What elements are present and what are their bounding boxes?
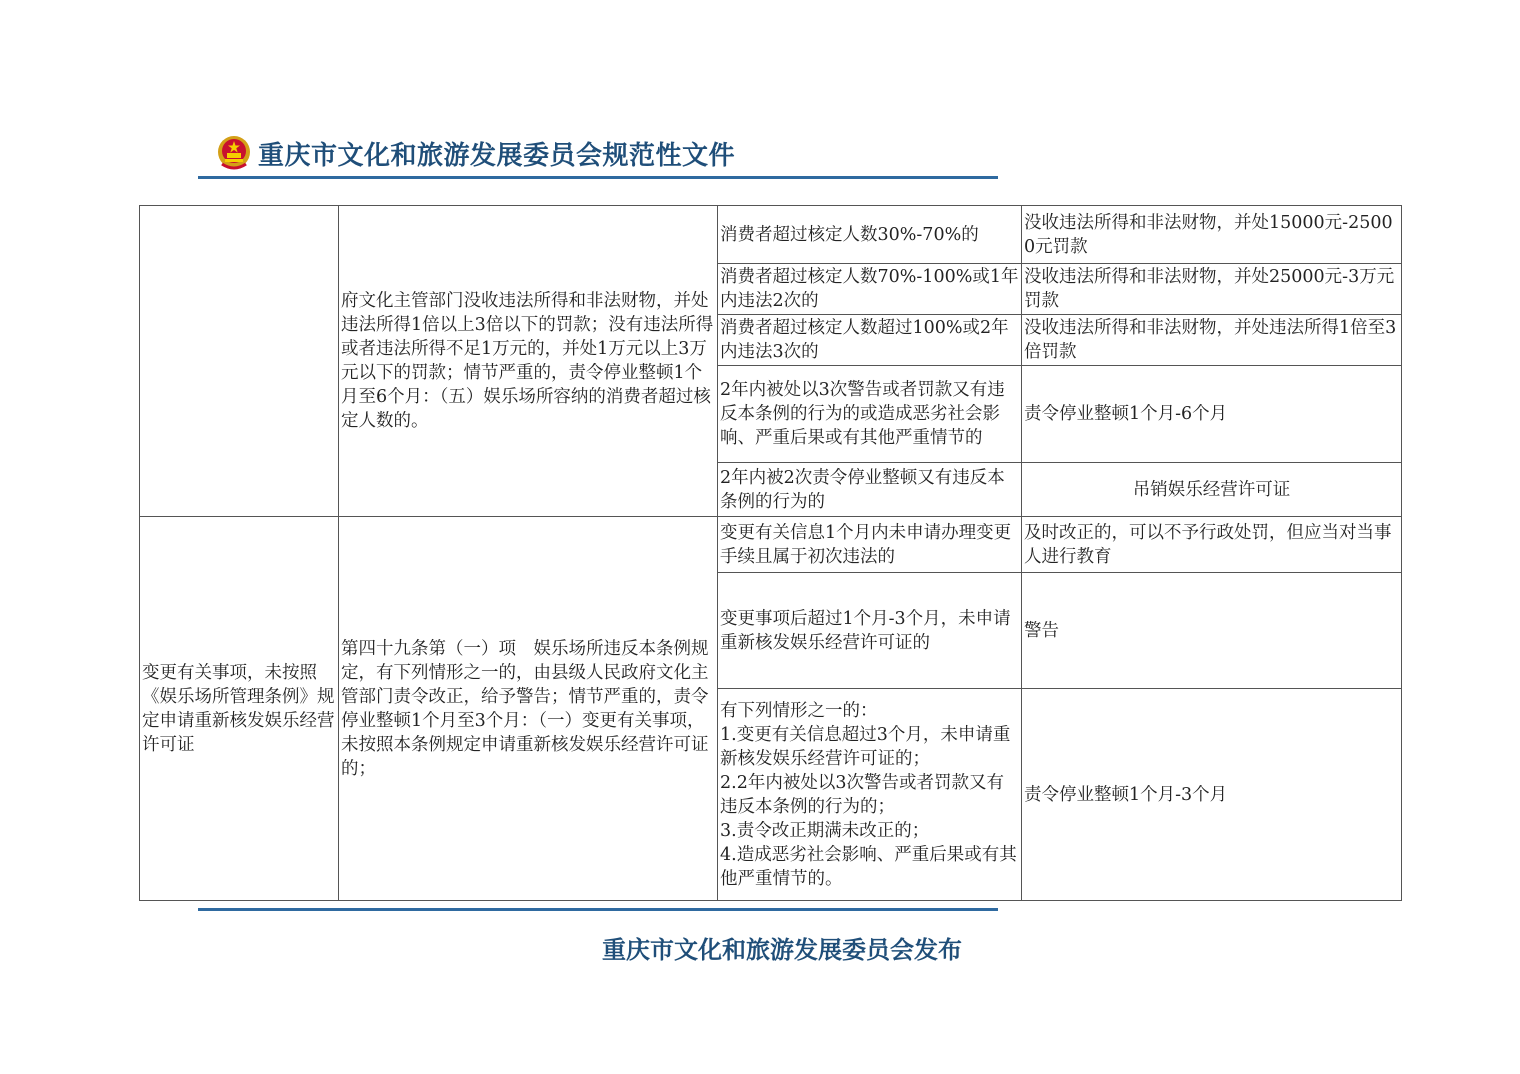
circumstance-cell: 消费者超过核定人数超过100%或2年内违法3次的 [718, 315, 1022, 366]
penalty-cell: 没收违法所得和非法财物，并处违法所得1倍至3倍罚款 [1022, 315, 1402, 366]
legal-basis-cell: 府文化主管部门没收违法所得和非法财物，并处违法所得1倍以上3倍以下的罚款；没有违法所得或者违法所得不足1万元的，并处1万元以上3万元以下的罚款；情节严重的，责令停业整顿1个月至6个月：（五）娱乐场所容纳的消费者超过核定人数的。 [339, 206, 718, 517]
penalty-cell: 没收违法所得和非法财物，并处25000元-3万元罚款 [1022, 264, 1402, 315]
penalty-table [139, 205, 1402, 901]
violation-cell: 变更有关事项，未按照《娱乐场所管理条例》规定申请重新核发娱乐经营许可证 [140, 517, 339, 901]
legal-basis-cell: 第四十九条第（一）项 娱乐场所违反本条例规定，有下列情形之一的，由县级人民政府文化主管部门责令改正，给予警告；情节严重的，责令停业整顿1个月至3个月：（一）变更有关事项，未按照本条例规定申请重新核发娱乐经营许可证的； [339, 517, 718, 901]
circumstance-cell: 消费者超过核定人数70%-100%或1年内违法2次的 [718, 264, 1022, 315]
penalty-cell: 吊销娱乐经营许可证 [1022, 463, 1402, 517]
national-emblem-icon [216, 134, 252, 172]
footer-divider [198, 908, 998, 911]
list-item: 1.变更有关信息超过3个月，未申请重新核发娱乐经营许可证的； [720, 724, 1011, 769]
penalty-cell: 责令停业整顿1个月-6个月 [1022, 366, 1402, 463]
penalty-cell: 没收违法所得和非法财物，并处15000元-25000元罚款 [1022, 206, 1402, 264]
circumstance-list-cell [718, 689, 1022, 901]
list-item: 2.2年内被处以3次警告或者罚款又有违反本条例的行为的； [720, 772, 1004, 817]
header-title: 重庆市文化和旅游发展委员会规范性文件 [258, 140, 736, 171]
circumstance-cell: 2年内被处以3次警告或者罚款又有违反本条例的行为的或造成恶劣社会影响、严重后果或有其他严重情节的 [718, 366, 1022, 463]
table-row [140, 206, 1402, 264]
list-item: 有下列情形之一的： [720, 700, 878, 721]
circumstance-cell: 2年内被2次责令停业整顿又有违反本条例的行为的 [718, 463, 1022, 517]
penalty-cell: 责令停业整顿1个月-3个月 [1022, 689, 1402, 901]
table-row [140, 517, 1402, 573]
violation-cell-empty [140, 206, 339, 517]
circumstance-cell: 消费者超过核定人数30%-70%的 [718, 206, 1022, 264]
penalty-cell: 及时改正的，可以不予行政处罚，但应当对当事人进行教育 [1022, 517, 1402, 573]
penalty-cell: 警告 [1022, 573, 1402, 689]
footer-title: 重庆市文化和旅游发展委员会发布 [602, 936, 962, 964]
header-divider [198, 176, 998, 179]
document-header [216, 133, 735, 173]
circumstance-cell: 变更有关信息1个月内未申请办理变更手续且属于初次违法的 [718, 517, 1022, 573]
list-item: 4.造成恶劣社会影响、严重后果或有其他严重情节的。 [720, 844, 1017, 889]
list-item: 3.责令改正期满未改正的； [720, 820, 930, 841]
circumstance-cell: 变更事项后超过1个月-3个月，未申请重新核发娱乐经营许可证的 [718, 573, 1022, 689]
